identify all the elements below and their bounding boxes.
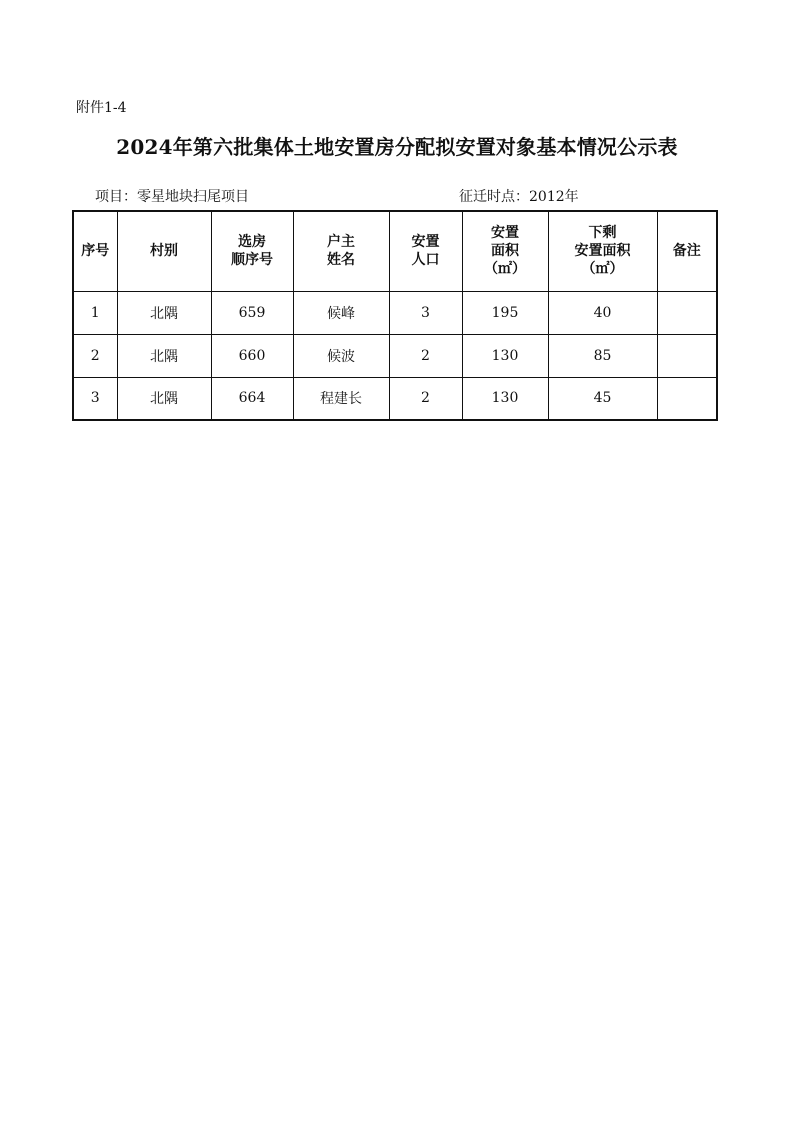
col-header-seq: 序号 bbox=[73, 211, 117, 291]
cell-area: 130 bbox=[462, 377, 548, 420]
cell-seq: 1 bbox=[73, 291, 117, 334]
cell-pick-order: 659 bbox=[211, 291, 293, 334]
cell-pick-order: 660 bbox=[211, 334, 293, 377]
cell-population: 3 bbox=[389, 291, 462, 334]
cell-remaining-area: 40 bbox=[548, 291, 657, 334]
cell-pick-order: 664 bbox=[211, 377, 293, 420]
cell-village: 北隅 bbox=[117, 291, 211, 334]
cell-seq: 2 bbox=[73, 334, 117, 377]
expropriation-date: 征迁时点：2012年 bbox=[459, 189, 579, 205]
cell-remaining-area: 85 bbox=[548, 334, 657, 377]
cell-remarks bbox=[657, 377, 717, 420]
col-header-village: 村别 bbox=[117, 211, 211, 291]
cell-village: 北隅 bbox=[117, 377, 211, 420]
cell-population: 2 bbox=[389, 334, 462, 377]
cell-householder: 候波 bbox=[293, 334, 389, 377]
cell-population: 2 bbox=[389, 377, 462, 420]
cell-remaining-area: 45 bbox=[548, 377, 657, 420]
table-row bbox=[73, 377, 717, 420]
col-header-pick-order: 选房 顺序号 bbox=[211, 211, 293, 291]
cell-village: 北隅 bbox=[117, 334, 211, 377]
cell-householder: 候峰 bbox=[293, 291, 389, 334]
attachment-label: 附件1-4 bbox=[76, 100, 127, 116]
cell-remarks bbox=[657, 334, 717, 377]
col-header-area: 安置 面积 （㎡） bbox=[462, 211, 548, 291]
page-title: 2024年第六批集体土地安置房分配拟安置对象基本情况公示表 bbox=[116, 135, 678, 159]
table-header-row bbox=[73, 211, 717, 291]
cell-householder: 程建长 bbox=[293, 377, 389, 420]
col-header-householder: 户主 姓名 bbox=[293, 211, 389, 291]
table-row bbox=[73, 291, 717, 334]
cell-area: 195 bbox=[462, 291, 548, 334]
project-name: 项目：零星地块扫尾项目 bbox=[95, 189, 249, 205]
cell-seq: 3 bbox=[73, 377, 117, 420]
col-header-population: 安置 人口 bbox=[389, 211, 462, 291]
col-header-remaining-area: 下剩 安置面积 （㎡） bbox=[548, 211, 657, 291]
col-header-remarks: 备注 bbox=[657, 211, 717, 291]
cell-area: 130 bbox=[462, 334, 548, 377]
allocation-table bbox=[72, 210, 718, 421]
cell-remarks bbox=[657, 291, 717, 334]
table-row bbox=[73, 334, 717, 377]
